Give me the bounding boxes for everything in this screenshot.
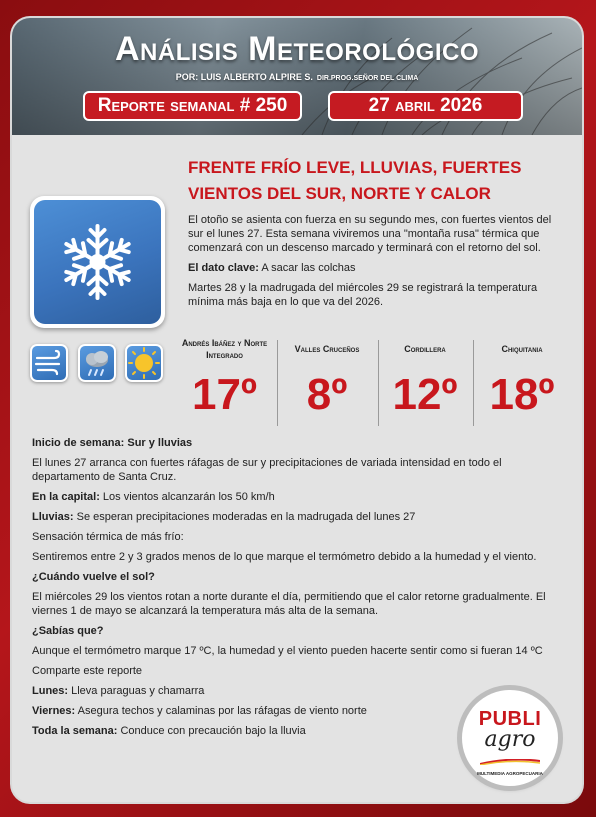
column-divider bbox=[473, 340, 474, 426]
column-divider bbox=[378, 340, 379, 426]
page-title: Análisis Meteorológico bbox=[114, 30, 479, 68]
header-banner bbox=[12, 18, 582, 135]
monday-text: Lleva paraguas y chamarra bbox=[68, 685, 205, 697]
week-start-text: El lunes 27 arranca con fuertes ráfagas de sur y precipitaciones de variada intensidad en todo el departamento de Santa Cruz. bbox=[32, 457, 502, 483]
know-text: Aunque el termómetro marque 17 ºC, la humedad y el viento pueden hacerte sentir como si fueran 14 ºC bbox=[32, 645, 543, 657]
friday-text: Asegura techos y calaminas por las ráfagas de viento norte bbox=[75, 705, 367, 717]
headline: FRENTE FRÍO LEVE, LLUVIAS, FUERTES VIENTOS DEL SUR, NORTE Y CALOR bbox=[188, 158, 522, 203]
region-label: Andrés Ibáñez y Norte Integrado bbox=[181, 338, 268, 360]
key-fact-label: El dato clave: bbox=[188, 262, 259, 274]
author-byline bbox=[12, 72, 582, 82]
sensation-title: Sensación térmica de más frío: bbox=[32, 531, 184, 543]
logo-agro-text: agro bbox=[484, 727, 536, 752]
section-title bbox=[32, 624, 567, 638]
capital-label: En la capital: bbox=[32, 491, 100, 503]
key-fact bbox=[188, 261, 563, 275]
temp-column bbox=[281, 336, 373, 431]
sun-title: ¿Cuándo vuelve el sol? bbox=[32, 571, 155, 583]
intro-paragraph: El otoño se asienta con fuerza en su segundo mes, con fuertes vientos del sur el lunes 27. Esta semana viviremos una "montaña rusa" térmica que comenzará con un descenso marcado y terminará con el retorno del sol. bbox=[188, 214, 552, 254]
author-role: DIR.PROG.SEÑOR DEL CLIMA bbox=[316, 75, 419, 82]
logo-publi-text: PUBLI bbox=[478, 708, 542, 730]
region-label: Chiquitania bbox=[501, 344, 543, 354]
temperature-panel bbox=[177, 336, 567, 431]
wind-icon bbox=[30, 344, 68, 382]
intro-section bbox=[188, 213, 563, 315]
friday-label: Viernes: bbox=[32, 705, 76, 717]
rain-label: Lluvias: bbox=[32, 511, 74, 523]
key-fact-text: A sacar las colchas bbox=[258, 262, 356, 274]
temp-column bbox=[477, 336, 567, 431]
rain-text: Se esperan precipitaciones moderadas en la madrugada del lunes 27 bbox=[73, 511, 416, 523]
rain-cloud-icon bbox=[78, 344, 116, 382]
temp-column bbox=[177, 336, 272, 431]
temp-column bbox=[382, 336, 468, 431]
section-title bbox=[32, 570, 567, 584]
region-label: Valles Cruceños bbox=[294, 344, 360, 354]
sun-text: El miércoles 29 los vientos rotan a norte durante el día, permitiendo que el calor retorne gradualmente. El viernes 1 de mayo se alcanzará la temperatura más alta de la semana. bbox=[32, 591, 546, 617]
temperature-value: 8º bbox=[306, 370, 348, 419]
temperature-value: 17º bbox=[191, 370, 257, 419]
share-text: Comparte este reporte bbox=[32, 665, 143, 677]
publiagro-logo bbox=[462, 690, 558, 786]
know-title: ¿Sabías que? bbox=[32, 625, 104, 637]
min-temp-note: Martes 28 y la madrugada del miércoles 29 se registrará la temperatura mínima más baja en lo que va del 2026. bbox=[188, 282, 538, 308]
week-start-title: Inicio de semana: Sur y lluvias bbox=[32, 437, 193, 449]
temperature-value: 12º bbox=[392, 370, 458, 419]
flag-stripe-icon bbox=[480, 759, 540, 765]
capital-text: Los vientos alcanzarán los 50 km/h bbox=[99, 491, 275, 503]
snowflake-icon bbox=[30, 196, 165, 328]
rain-note bbox=[32, 510, 567, 524]
sun-icon bbox=[125, 344, 163, 382]
report-date-badge: 27 abril 2026 bbox=[328, 91, 523, 121]
report-card bbox=[12, 18, 582, 802]
capital-note bbox=[32, 490, 567, 504]
logo-subtitle: MULTIMEDIA AGROPECUARIA bbox=[477, 771, 543, 776]
report-number-badge: Reporte semanal # 250 bbox=[83, 91, 302, 121]
week-text: Conduce con precaución bajo la lluvia bbox=[117, 725, 306, 737]
sensation-text: Sentiremos entre 2 y 3 grados menos de lo que marque el termómetro debido a la humedad y el viento. bbox=[32, 551, 537, 563]
monday-label: Lunes: bbox=[32, 685, 69, 697]
week-label: Toda la semana: bbox=[32, 725, 118, 737]
region-label: Cordillera bbox=[404, 344, 446, 354]
temperature-value: 18º bbox=[489, 370, 555, 419]
author-name: POR: LUIS ALBERTO ALPIRE S. bbox=[175, 72, 313, 82]
section-title bbox=[32, 436, 567, 450]
column-divider bbox=[277, 340, 278, 426]
